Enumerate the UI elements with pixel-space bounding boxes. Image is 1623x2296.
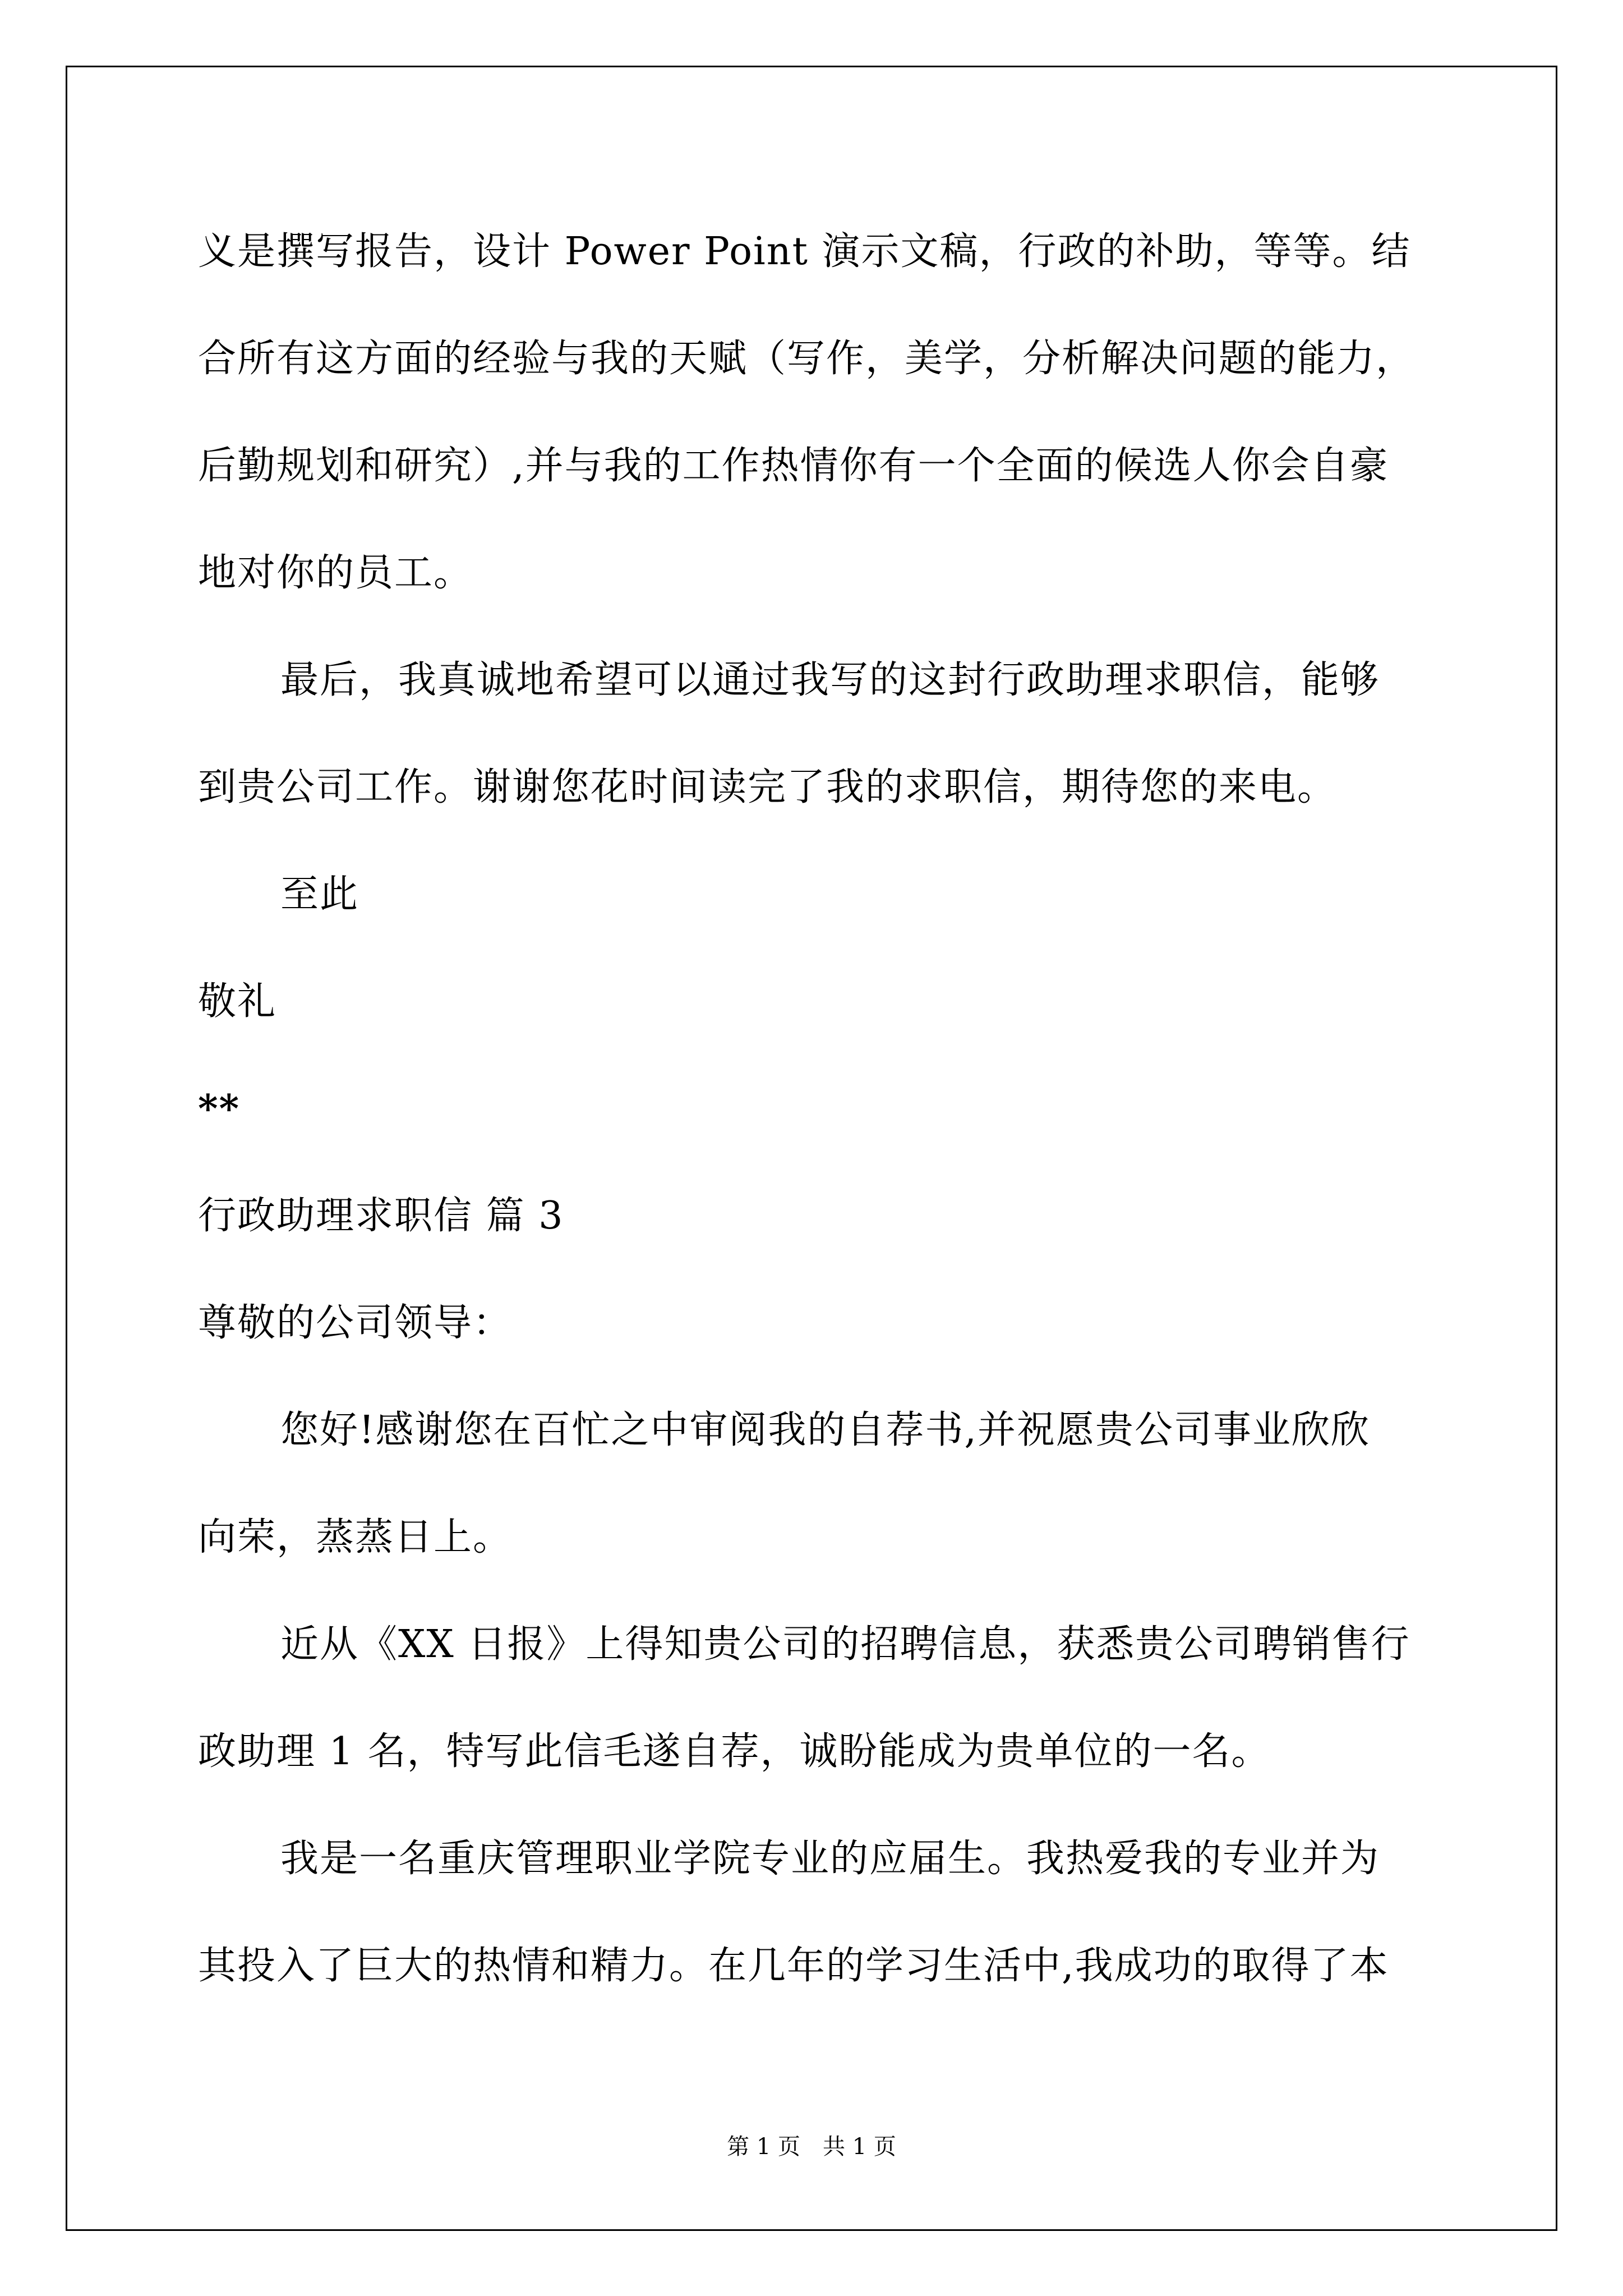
paragraph-line: 我是一名重庆管理职业学院专业的应届生。我热爱我的专业并为	[280, 1837, 1380, 1881]
paragraph-line: 政助理 1 名，特写此信毛遂自荐，诚盼能成为贵单位的一名。	[198, 1729, 1271, 1774]
paragraph-line: 近从《XX 日报》上得知贵公司的招聘信息，获悉贵公司聘销售行	[280, 1622, 1410, 1667]
paragraph-line: 义是撰写报告，设计 Power Point 演示文稿，行政的补助，等等。结	[198, 229, 1411, 274]
paragraph-line: 最后，我真诚地希望可以通过我写的这封行政助理求职信，能够	[280, 658, 1380, 702]
salutation-line: 敬礼	[198, 979, 277, 1024]
paragraph-line: 您好!感谢您在百忙之中审阅我的自荐书,并祝愿贵公司事业欣欣	[280, 1408, 1370, 1452]
paragraph-line: 向荣，蒸蒸日上。	[198, 1515, 513, 1559]
section-heading: 行政助理求职信 篇 3	[198, 1194, 564, 1238]
paragraph-line: 到贵公司工作。谢谢您花时间读完了我的求职信，期待您的来电。	[198, 765, 1337, 809]
closing-line: 至此	[280, 872, 359, 917]
page-footer: 第 1 页 共 1 页	[727, 2134, 896, 2160]
paragraph-line: 其投入了巨大的热情和精力。在几年的学习生活中,我成功的取得了本	[198, 1944, 1389, 1988]
page-border	[66, 66, 1557, 2231]
signature-line: **	[198, 1087, 241, 1131]
paragraph-line: 后勤规划和研究）,并与我的工作热情你有一个全面的候选人你会自豪	[198, 444, 1389, 488]
paragraph-line: 地对你的员工。	[198, 551, 473, 595]
paragraph-line: 合所有这方面的经验与我的天赋（写作，美学，分析解决问题的能力，	[198, 337, 1415, 381]
greeting-line: 尊敬的公司领导：	[198, 1301, 513, 1345]
